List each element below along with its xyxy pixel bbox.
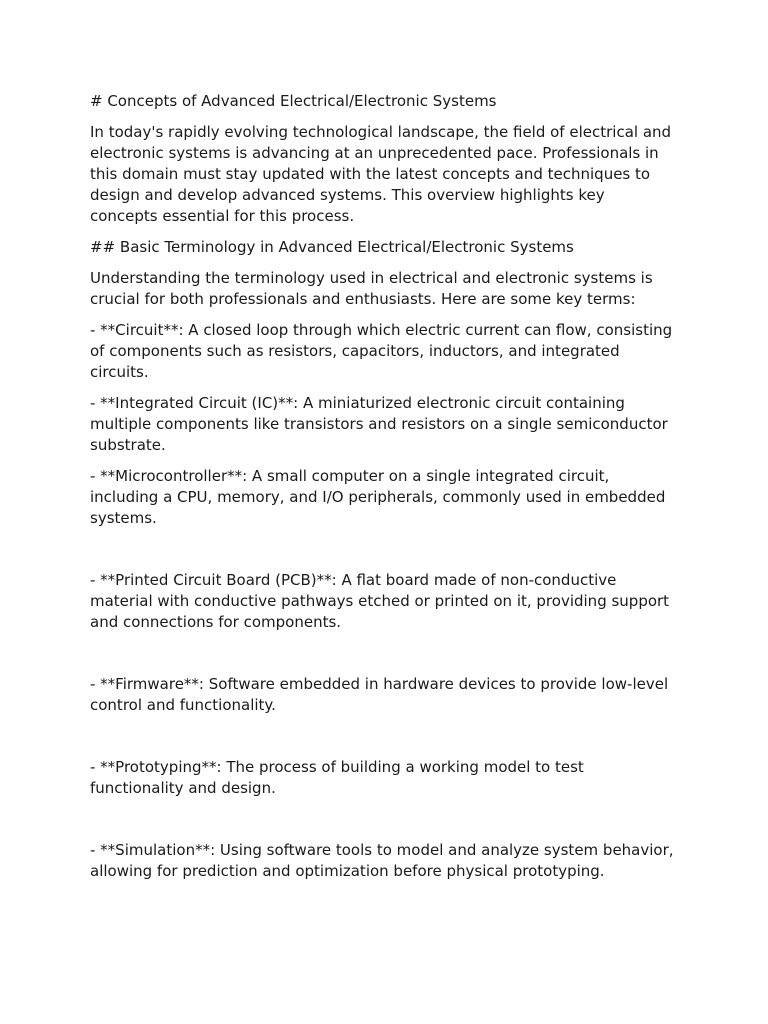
document-body — [90, 91, 690, 882]
term-prototyping: - **Prototyping**: The process of building a working model to test functionality and design. — [90, 758, 584, 797]
term-microcontroller: - **Microcontroller**: A small computer on a single integrated circuit, including a CPU, memory, and I/O peripherals, commonly used in embedded systems. — [90, 467, 666, 527]
term-integrated-circuit: - **Integrated Circuit (IC)**: A miniaturized electronic circuit containing multiple components like transistors and resistors on a single semiconductor substrate. — [90, 394, 668, 454]
term-pcb: - **Printed Circuit Board (PCB)**: A flat board made of non-conductive material with conductive pathways etched or printed on it, providing support and connections for components. — [90, 571, 670, 631]
document-title: # Concepts of Advanced Electrical/Electronic Systems — [90, 92, 497, 110]
intro-paragraph: In today's rapidly evolving technological landscape, the field of electrical and electronic systems is advancing at an unprecedented pace. Professionals in this domain must stay updated with the latest concepts and techniques to design and develop advanced systems. This overview highlights key concepts essential for this process. — [90, 123, 672, 225]
section-intro-paragraph: Understanding the terminology used in electrical and electronic systems is crucial for both professionals and enthusiasts. Here are some key terms: — [90, 269, 653, 308]
section-heading: ## Basic Terminology in Advanced Electrical/Electronic Systems — [90, 238, 574, 256]
term-firmware: - **Firmware**: Software embedded in hardware devices to provide low-level control and functionality. — [90, 675, 669, 714]
term-circuit: - **Circuit**: A closed loop through which electric current can flow, consisting of components such as resistors, capacitors, inductors, and integrated circuits. — [90, 321, 673, 381]
term-simulation: - **Simulation**: Using software tools to model and analyze system behavior, allowing for prediction and optimization before physical prototyping. — [90, 841, 674, 880]
